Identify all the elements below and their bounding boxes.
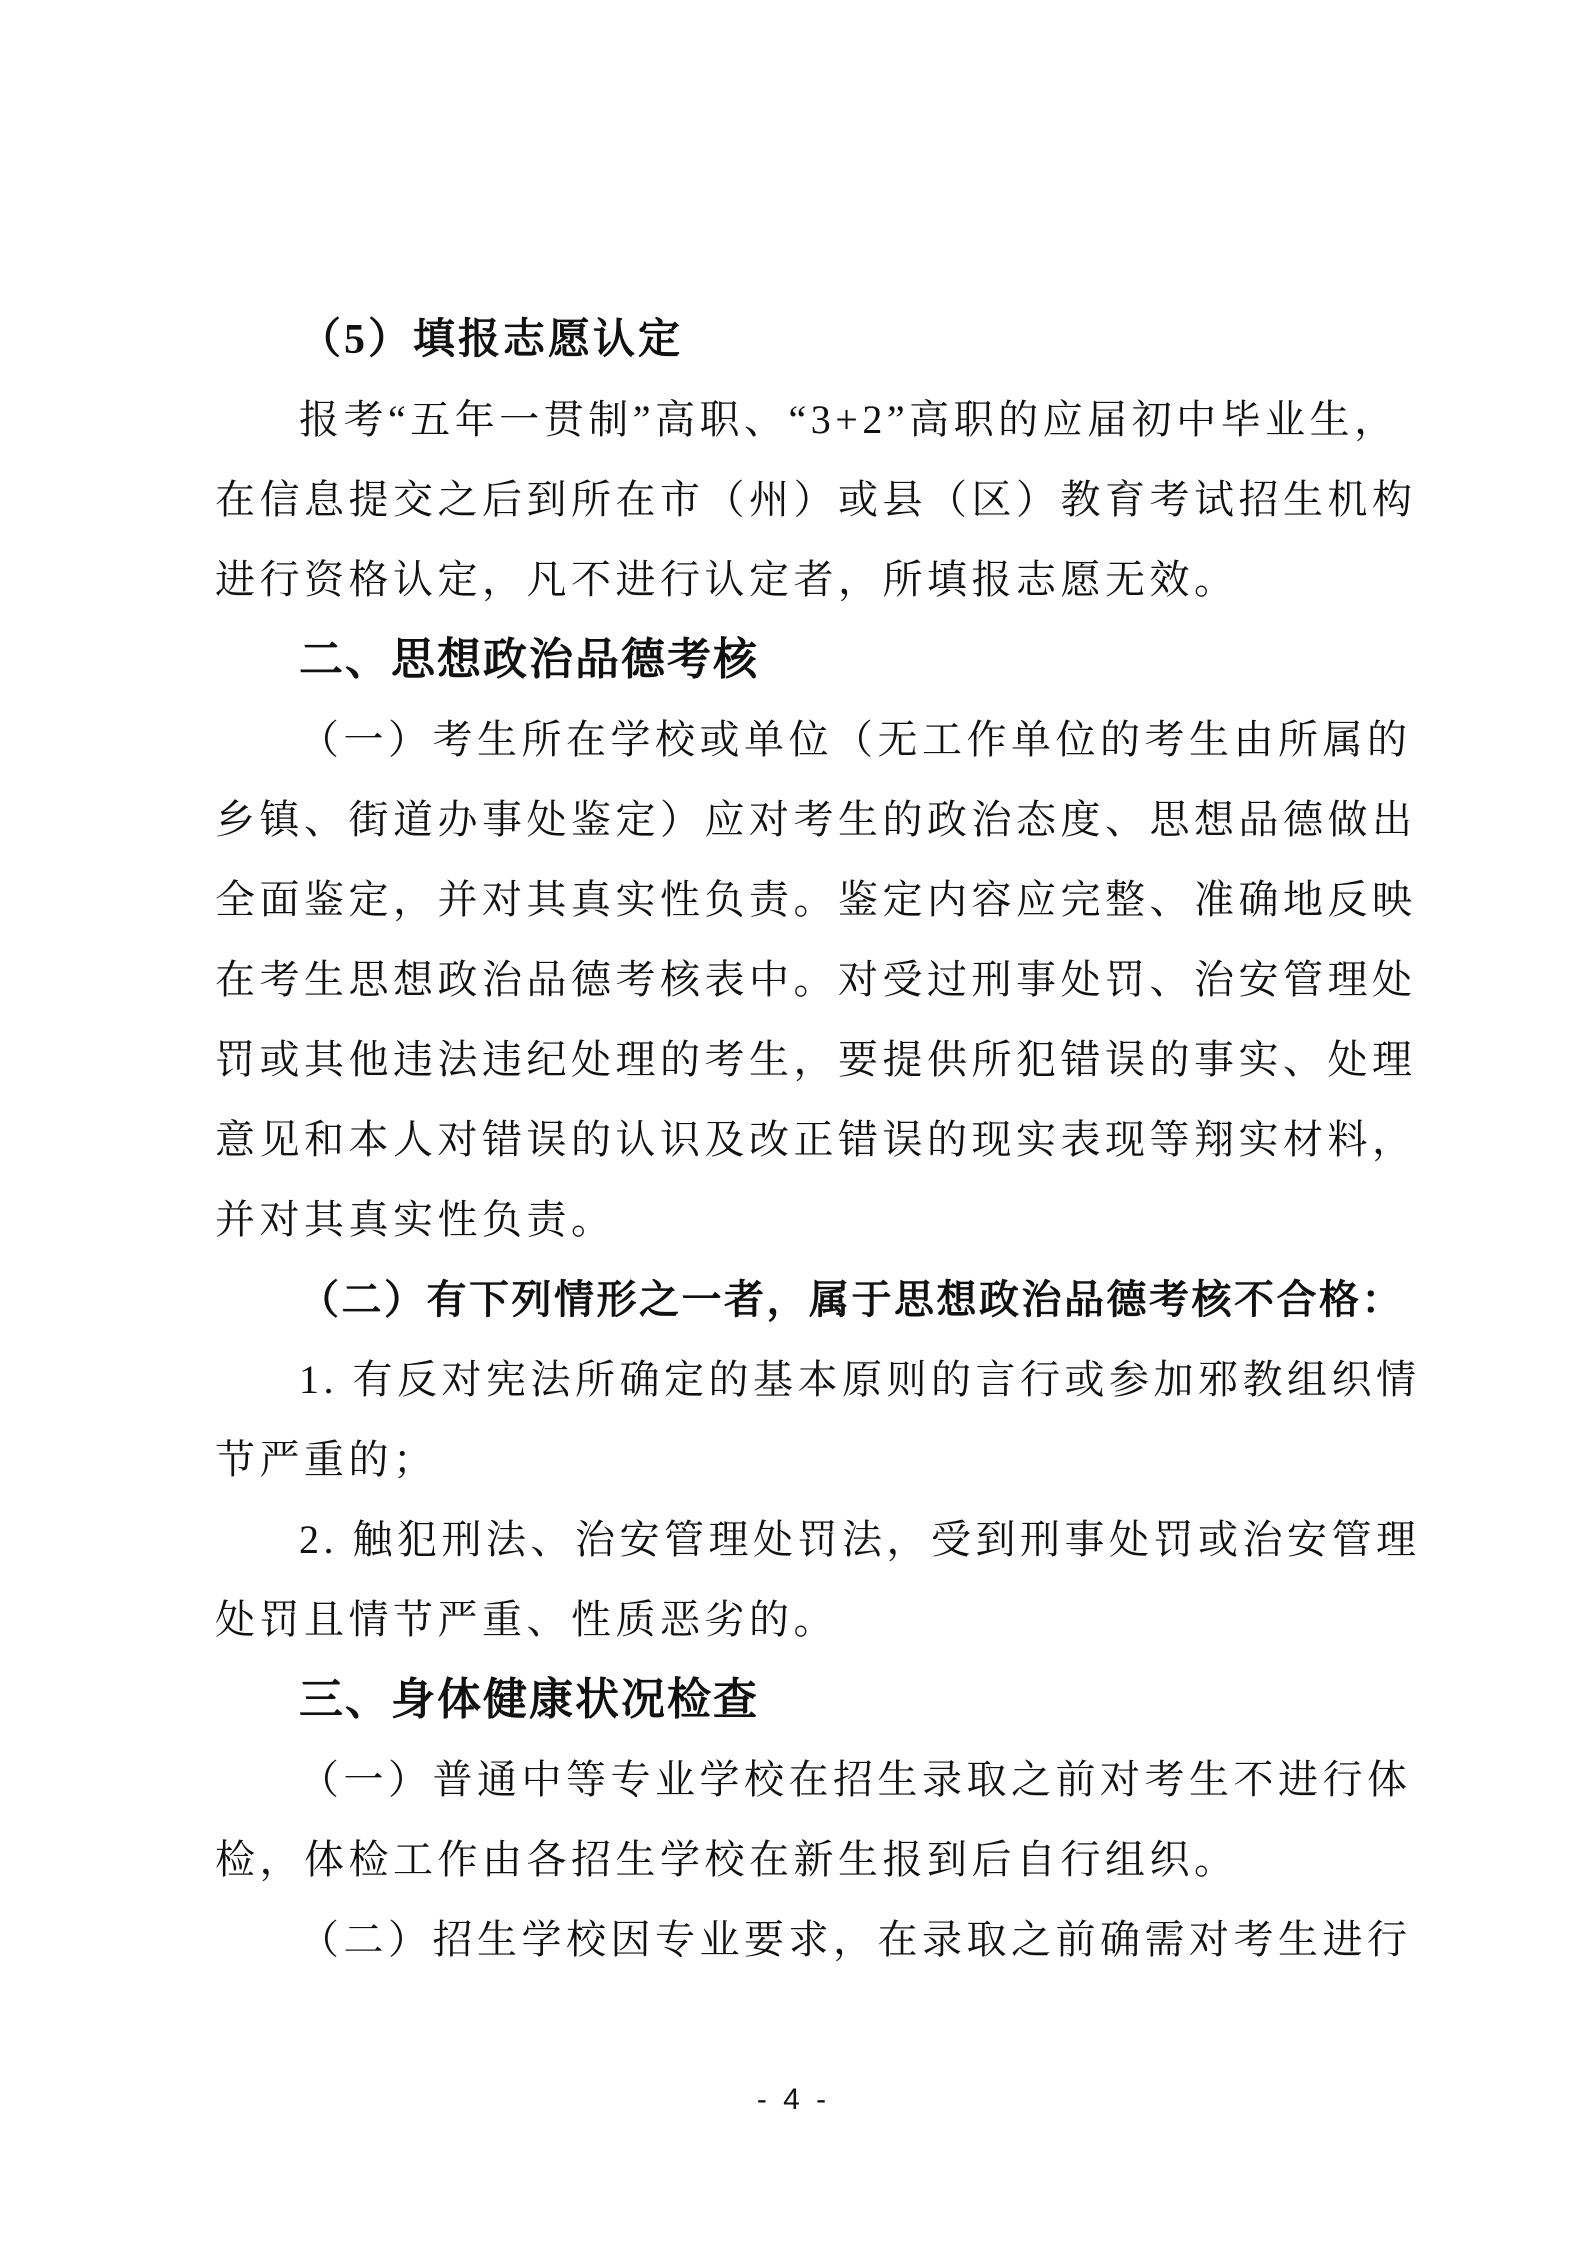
paragraph-line: 在考生思想政治品德考核表中。对受过刑事处罚、治安管理处 [215,957,1417,1002]
list-item-1-line: 节严重的； [215,1437,438,1482]
paragraph-line: 乡镇、街道办事处鉴定）应对考生的政治态度、思想品德做出 [215,797,1417,842]
paragraph-line: （一）普通中等专业学校在招生录取之前对考生不进行体 [299,1757,1412,1802]
paragraph-line: （二）招生学校因专业要求，在录取之前确需对考生进行 [299,1917,1412,1962]
paragraph-line: （一）考生所在学校或单位（无工作单位的考生由所属的 [299,717,1412,762]
paragraph-line: 全面鉴定，并对其真实性负责。鉴定内容应完整、准确地反映 [215,877,1417,922]
list-item-2-line: 2. 触犯刑法、治安管理处罚法，受到刑事处罚或治安管理 [299,1517,1421,1562]
paragraph-line: 在信息提交之后到所在市（州）或县（区）教育考试招生机构 [215,477,1417,522]
paragraph-line: 检，体检工作由各招生学校在新生报到后自行组织。 [215,1837,1239,1882]
paragraph-line: 并对其真实性负责。 [215,1197,616,1242]
document-content [215,300,1467,1980]
paragraph-line: 意见和本人对错误的认识及改正错误的现实表现等翔实材料， [215,1117,1417,1162]
list-item-2-line: 处罚且情节严重、性质恶劣的。 [215,1597,838,1642]
section-heading-3-shenti-jiankang: 三、身体健康状况检查 [299,1675,759,1724]
list-item-1-line: 1. 有反对宪法所确定的基本原则的言行或参加邪教组织情 [299,1357,1421,1402]
subheading-2-buhege-conditions: （二）有下列情形之一者，属于思想政治品德考核不合格： [299,1277,1404,1322]
paragraph-line: 罚或其他违法违纪处理的考生，要提供所犯错误的事实、处理 [215,1037,1417,1082]
page-number: - 4 - [756,2083,831,2116]
paragraph-line: 进行资格认定，凡不进行认定者，所填报志愿无效。 [215,557,1239,602]
subheading-5-tianbao-zhiyuan-rending: （5）填报志愿认定 [299,317,684,363]
section-heading-2-sixiang-zhengzhi: 二、思想政治品德考核 [299,635,759,684]
paragraph-line: 报考“五年一贯制”高职、“3+2”高职的应届初中毕业生， [299,397,1399,442]
